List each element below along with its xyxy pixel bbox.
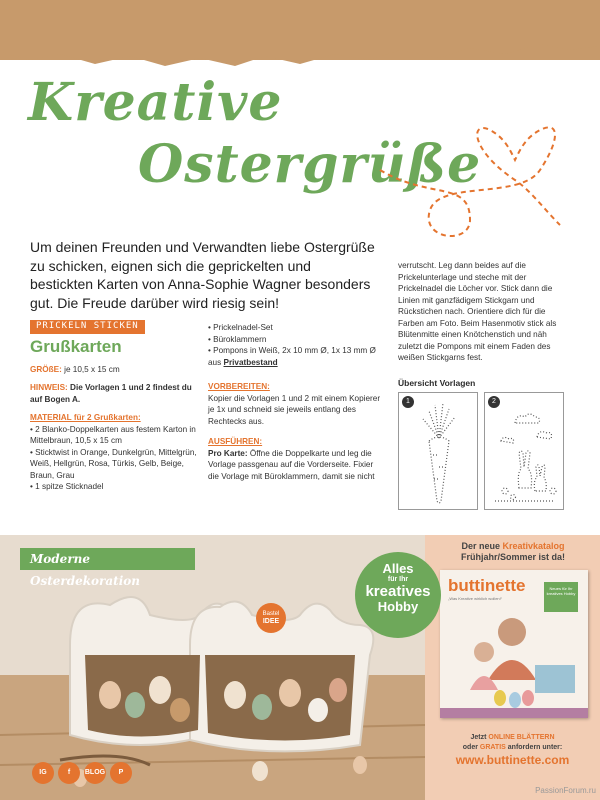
footer-mid: oder	[462, 744, 480, 751]
stock-label: Privatbestand	[223, 357, 278, 367]
material-item: • 2 Blanko-Doppelkarten aus festem Karton in Mittelbraun, 10,5 x 15 cm	[30, 424, 196, 445]
template-2-bunnies	[484, 392, 564, 510]
carrot-icon	[399, 393, 479, 511]
bunny-icon	[485, 393, 565, 511]
material-label: MATERIAL für 2 Grußkarten:	[30, 413, 141, 422]
headline-prefix: Der neue	[461, 541, 503, 551]
template-number: 2	[488, 396, 500, 408]
overview-title: Übersicht Vorlagen	[398, 378, 476, 388]
blog-icon[interactable]: BLOG	[84, 762, 106, 784]
exec-line	[208, 448, 383, 483]
sticker-line-1: Alles	[382, 561, 414, 576]
catalog-footer	[430, 733, 595, 768]
intro-paragraph: Um deinen Freunden und Verwandten liebe Ostergrüße zu schicken, eignen sich die geprickelten und bestickten Karten von Anna-Sophie Wagner besonders gut. Die Freude darüber wird riesig sein!	[30, 239, 375, 311]
sticker-line-2: für Ihr	[387, 576, 409, 583]
hint-line	[30, 382, 198, 405]
size-line	[30, 364, 198, 376]
catalog-cover[interactable]	[440, 570, 588, 718]
hint-text: Die Vorlagen 1 und 2 findest du auf Bogen A.	[30, 383, 192, 404]
exec-bold: Pro Karte:	[208, 448, 248, 458]
catalog-url-link[interactable]: www.buttinette.com	[455, 753, 570, 767]
size-value: je 10,5 x 15 cm	[61, 364, 120, 374]
sticker-line-4: Hobby	[377, 599, 419, 614]
watermark: PassionForum.ru	[535, 786, 596, 795]
title-line-2: Ostergrüße	[138, 134, 482, 195]
template-number: 1	[402, 396, 414, 408]
material-item: • Pompons in Weiß, 2x 10 mm Ø, 1x 13 mm Ø	[208, 346, 376, 355]
card-subtitle: Grußkarten	[30, 336, 122, 356]
catalog-logo: buttinette	[448, 576, 526, 595]
footer-suffix: anfordern unter:	[505, 744, 563, 751]
material-item: • Prickelnadel-Set	[208, 323, 273, 332]
category-tag: PRICKELN STICKEN	[30, 320, 145, 334]
instagram-icon[interactable]: IG	[32, 762, 54, 784]
materials-column-1	[30, 320, 198, 493]
catalog-headline	[433, 541, 593, 563]
exec-label: AUSFÜHREN:	[208, 437, 263, 446]
prep-label: VORBEREITEN:	[208, 382, 270, 391]
stock-prefix: aus	[208, 357, 224, 367]
hint-label: HINWEIS:	[30, 383, 68, 392]
bastel-big: IDEE	[262, 618, 280, 625]
template-1-carrot	[398, 392, 478, 510]
stock-line	[208, 357, 383, 369]
materials-column-2	[208, 322, 383, 482]
title-line-1: Kreative	[28, 72, 283, 133]
material-item: • Büroklammern	[208, 334, 267, 344]
instructions-text: verrutscht. Leg dann beides auf die Prickelunterlage und steche mit der Prickelnadel die Löcher vor. Stick dann die Linien mit ganzfädigem Stickgarn und Rückstichen nach. Orientiere dich für die Farben am Foto. Beim Hasenmotiv stick als Blütenmitte einen Knötchenstich und näh zuletzt die Pompons mit einem Faden des weißen Stickgarns fest.	[398, 261, 557, 362]
dashed-heart-decoration	[0, 60, 600, 250]
footer-prefix: Jetzt	[470, 734, 489, 741]
footer-accent-1: ONLINE BLÄTTERN	[488, 734, 555, 741]
prep-text: Kopier die Vorlagen 1 und 2 mit einem Kopierer je 1x und schneid sie jeweils entlang des Rechtecks aus.	[208, 393, 381, 426]
headline-line2: Frühjahr/Sommer	[460, 552, 536, 562]
exec-text: Öffne die Doppelkarte und leg die Vorlage passgenau auf die Vorderseite. Fixier die Vorlage mit Büroklammern, damit sie nicht	[208, 448, 375, 481]
bastel-small: Bastel	[262, 611, 280, 617]
material-item: • Sticktwist in Orange, Dunkelgrün, Mittelgrün, Weiß, Hellgrün, Rosa, Türkis, Gelb, Beige, Braun, Grau	[30, 447, 197, 480]
sticker-line-3: kreatives	[365, 583, 431, 600]
instructions-column-3	[398, 260, 570, 364]
headline-suffix: ist da!	[536, 552, 566, 562]
catalog-tagline: „Was Kreative wirklich wollen!“	[448, 596, 503, 601]
hobby-sticker	[355, 552, 441, 638]
bastel-idee-badge	[256, 603, 286, 633]
footer-accent-2: GRATIS	[479, 744, 506, 751]
pinterest-icon[interactable]: P	[110, 762, 132, 784]
section-banner: Moderne Osterdekoration	[20, 548, 195, 570]
material-item: • 1 spitze Sticknadel	[30, 482, 104, 491]
facebook-icon[interactable]: f	[58, 762, 80, 784]
headline-accent: Kreativkatalog	[502, 541, 565, 551]
size-label: GRÖßE:	[30, 364, 62, 374]
catalog-ribbon: Neues für Ihr kreatives Hobby	[544, 582, 578, 612]
